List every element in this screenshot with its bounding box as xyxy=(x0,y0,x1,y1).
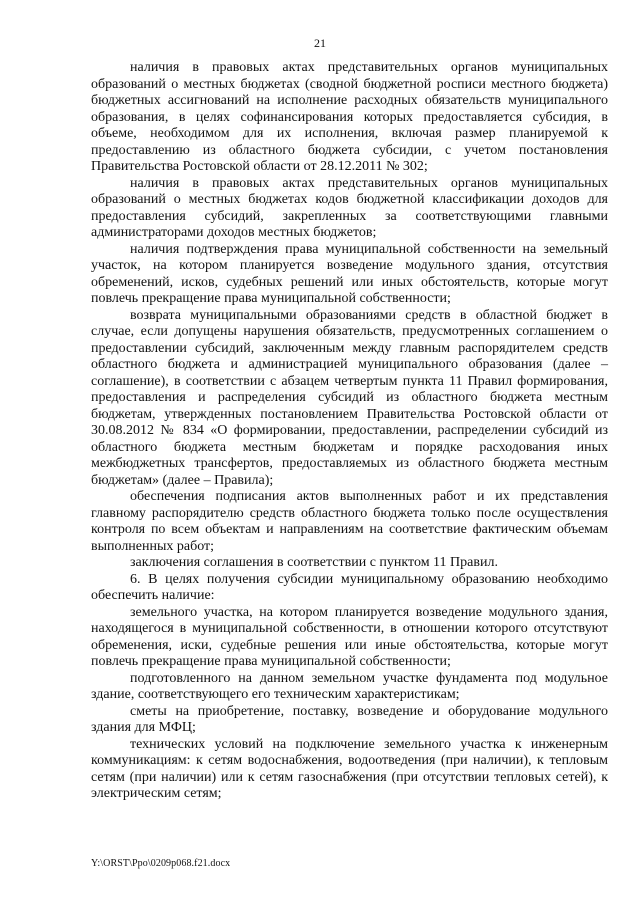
paragraph: подготовленного на данном земельном участке фундамента под модульное здание, соответствующего его техническим характеристикам; xyxy=(91,670,608,702)
paragraph: 6. В целях получения субсидии муниципальному образованию необходимо обеспечить наличие: xyxy=(91,571,608,603)
paragraph: заключения соглашения в соответствии с пунктом 11 Правил. xyxy=(130,555,498,570)
footer-file-path: Y:\ORST\Ppo\0209p068.f21.docx xyxy=(91,858,231,869)
paragraph: наличия в правовых актах представительных органов муниципальных образований о местных бюджетах кодов бюджетной классификации доходов для предоставления субсидий, закрепленных за соответствующими главными администраторами доходов местных бюджетов; xyxy=(91,175,608,240)
paragraph: наличия в правовых актах представительных органов муниципальных образований о местных бюджетах (сводной бюджетной росписи местного бюджета) бюджетных ассигнований на исполнение расходных обязательств муниципального образования, в целях софинансирования которых предоставляется субсидия, в объеме, необходимом для их исполнения, включая размер планируемой к предоставлению из областного бюджета субсидии, с учетом постановления Правительства Ростовской области от 28.12.2011 № 302; xyxy=(91,60,608,174)
paragraph: технических условий на подключение земельного участка к инженерным коммуникациям: к сетям водоснабжения, водоотведения (при наличии), к тепловым сетям (при наличии) или к сетям газоснабжения (при отсутствии тепловых сетей), к электрическим сетям; xyxy=(91,736,608,801)
paragraph: возврата муниципальными образованиями средств в областной бюджет в случае, если допущены нарушения обязательств, предусмотренных соглашением о предоставлении субсидий, заключенным между главным распорядителем средств областного бюджета и администрацией муниципального образования (далее – соглашение), в соответствии с абзацем четвертым пункта 11 Правил формирования, предоставления и распределения субсидий из областного бюджета местным бюджетам, утвержденных постановлением Правительства Ростовской области от 30.08.2012 № 834 «О формировании, предоставлении, распределении субсидий из областного бюджета местным бюджетам и порядке расходования иных межбюджетных трансфертов, предоставляемых из областного бюджета местным бюджетам» (далее – Правила); xyxy=(91,307,608,488)
paragraph: обеспечения подписания актов выполненных работ и их представления главному распорядителю средств областного бюджета только после осуществления контроля по всем объектам и направлениям на соответствие фактическим объемам выполненных работ; xyxy=(91,489,608,554)
document-body xyxy=(91,60,608,803)
page-number: 21 xyxy=(314,36,326,50)
paragraph: сметы на приобретение, поставку, возведение и оборудование модульного здания для МФЦ; xyxy=(91,703,608,735)
paragraph: земельного участка, на котором планируется возведение модульного здания, находящегося в муниципальной собственности, в отношении которого отсутствуют обременения, иски, судебные решения или иные обстоятельства, которые могут повлечь прекращение права муниципальной собственности; xyxy=(91,604,608,669)
paragraph: наличия подтверждения права муниципальной собственности на земельный участок, на котором планируется возведение модульного здания, отсутствия обременений, исков, судебных решений или иных обстоятельств, которые могут повлечь прекращение права муниципальной собственности; xyxy=(91,241,608,306)
